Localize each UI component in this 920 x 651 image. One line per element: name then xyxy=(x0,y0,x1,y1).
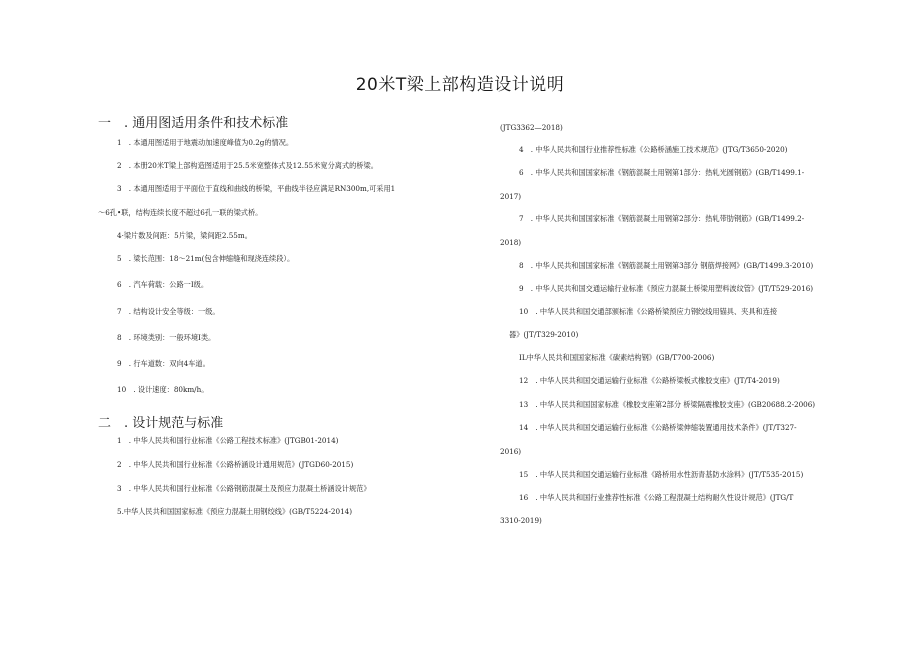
standard-line: 2017) xyxy=(500,192,522,201)
standard-line: 9 . 中华人民共和国交通运输行业标准《预应力混凝土桥梁用塑料波纹管》(JT/T529-2016) xyxy=(519,284,814,293)
standard-line: 2 . 中华人民共和国行业标准《公路桥涵设计通用规范》(JTGD60-2015) xyxy=(117,460,354,469)
standard-line: 8 . 中华人民共和国国家标准《钢筋混凝土用钢第3部分 钢筋焊接网》(GB/T1499.3-2010) xyxy=(519,261,814,270)
standard-line: 6 . 中华人民共和国国家标准《钢筋混凝土用钢第1部分：热轧光圆钢筋》(GB/T1499.1- xyxy=(519,168,805,177)
applicability-line: 2 . 本册20米T梁上部构造图适用于25.5米宽整体式及12.55米宽分离式的桥梁。 xyxy=(117,161,378,170)
standard-line: 2016) xyxy=(500,447,522,456)
standard-line: 13 . 中华人民共和国国家标准《橡胶支座第2部分 桥梁隔震橡胶支座》(GB20688.2-2006) xyxy=(519,400,816,409)
standard-line: 1 . 中华人民共和国行业标准《公路工程技术标准》(JTGB01-2014) xyxy=(117,436,339,445)
section-heading-standards: 二 . 设计规范与标准 xyxy=(98,416,224,431)
standard-line: 器》(JT/T329-2010) xyxy=(509,330,579,339)
applicability-line: 10 . 设计速度：80km/h。 xyxy=(117,385,209,394)
standard-line: 16 . 中华人民共和国行业推荐性标准《公路工程混凝土结构耐久性设计规范》(JTG/T xyxy=(519,493,794,502)
standard-line: 12 . 中华人民共和国交通运输行业标准《公路桥梁板式橡胶支座》(JT/T4-2019) xyxy=(519,376,780,385)
page-title: 20米T梁上部构造设计说明 xyxy=(355,75,565,95)
applicability-line: 5 . 梁长范围：18～21m(包含伸缩缝和现浇连续段）。 xyxy=(117,254,295,263)
standard-line: 2018) xyxy=(500,238,522,247)
applicability-line: 7 . 结构设计安全等级：一级。 xyxy=(117,307,220,316)
standard-line: (JTG3362—2018) xyxy=(500,123,563,132)
standard-line: 15 . 中华人民共和国交通运输行业标准《路桥用水性沥青基防水涂料》(JT/T535-2015) xyxy=(519,470,804,479)
applicability-line: 1 . 本通用图适用于地震动加速度峰值为0.2g的情况。 xyxy=(117,138,294,147)
applicability-line: 3 . 本通用图适用于平面位于直线和曲线的桥梁，平曲线半径应满足RN300m,可采用1 xyxy=(117,184,396,193)
standard-line: 14 . 中华人民共和国交通运输行业标准《公路桥梁伸缩装置通用技术条件》(JT/T327- xyxy=(519,423,797,432)
applicability-line: 4·梁片数及间距：5片梁，梁间距2.55m。 xyxy=(117,231,252,240)
standard-line: 5.中华人民共和国国家标准《预应力混凝土用钢绞线》(GB/T5224-2014) xyxy=(117,507,353,516)
standard-line: 3 . 中华人民共和国行业标准《公路钢筋混凝土及预应力混凝土桥涵设计规范》 xyxy=(117,484,371,493)
applicability-line: 9 . 行车道数：双向4车道。 xyxy=(117,359,210,368)
section-heading-applicability: 一 . 通用图适用条件和技术标准 xyxy=(98,116,289,131)
standard-line: 3310-2019) xyxy=(500,516,542,525)
applicability-line: 8 . 环境类别：一般环境I类。 xyxy=(117,333,216,342)
applicability-line: 6 . 汽车荷载：公路一I级。 xyxy=(117,280,209,289)
standard-line: 10 . 中华人民共和国交通部颁标准《公路桥梁预应力钢绞线用锚具、夹具和连接 xyxy=(519,307,778,316)
standard-line: 4 . 中华人民共和国行业推荐性标准《公路桥涵施工技术规范》(JTG/T3650-2020) xyxy=(519,145,788,154)
standard-line: IL中华人民共和国国家标准《碳素结构钢》(GB/T700-2006) xyxy=(519,353,715,362)
standard-line: 7 . 中华人民共和国国家标准《钢筋混凝土用钢第2部分：热轧带肋钢筋》(GB/T1499.2- xyxy=(519,214,805,223)
applicability-line: ～6孔•联，结构连续长度不超过6孔一联的梁式桥。 xyxy=(98,208,263,217)
